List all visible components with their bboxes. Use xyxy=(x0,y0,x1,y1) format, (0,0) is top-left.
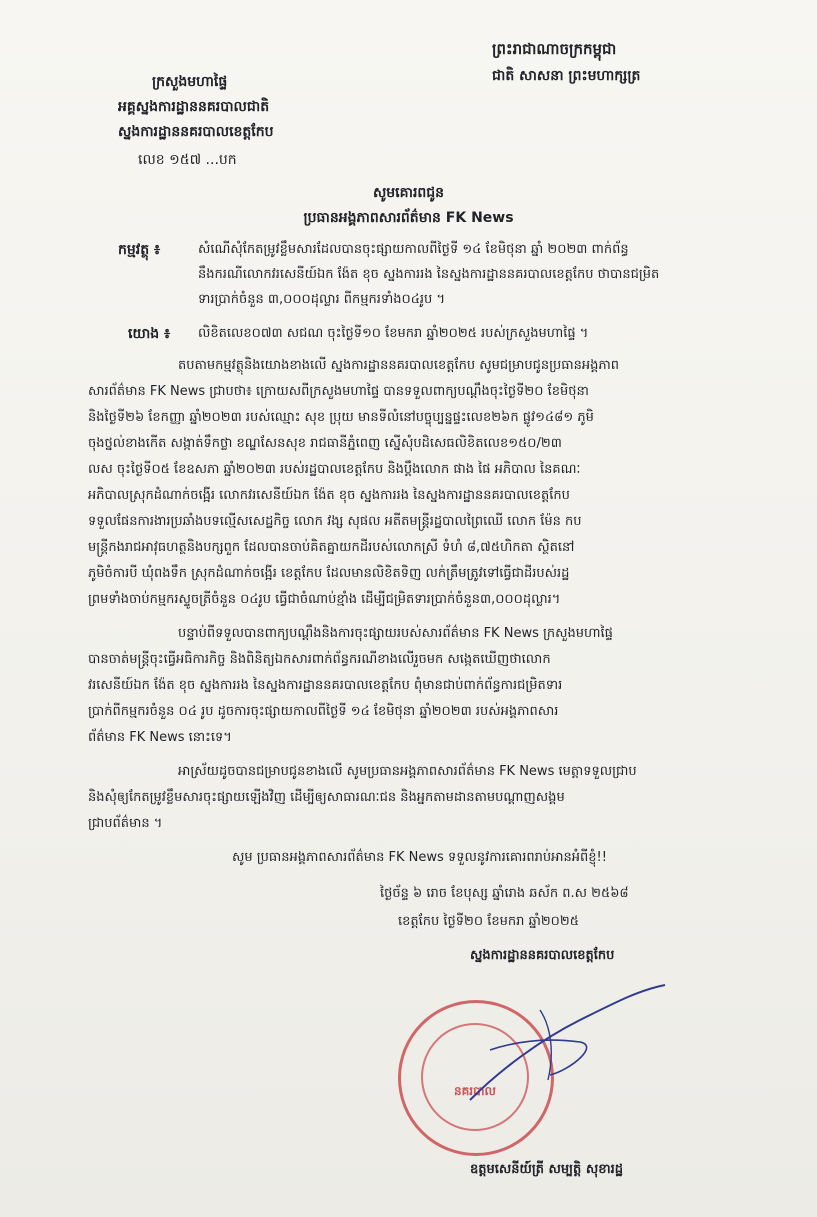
body-line: សារព័ត៌មាន FK News ជ្រាបថា៖ ក្រោយសពីក្រសួងមហាផ្ទៃ បានទទួលពាក្យបណ្តឹងចុះថ្ងៃទី២០ ខែមិថុនា xyxy=(88,384,589,399)
body-line: និងថ្ងៃទី២៦ ខែកញ្ញា ឆ្នាំ២០២៣ របស់ឈ្មោះ សុខ ប្រុយ មានទីលំនៅបច្ចុប្បន្នផ្ទះលេខ២៦ក ផ្លូវ១៤៨១ ភូមិ xyxy=(88,410,594,425)
closing-line: សូម ប្រធានអង្គភាពសារព័ត៌មាន FK News ទទួលនូវការគោរពរាប់អានអំពីខ្ញុំ!! xyxy=(232,850,607,865)
body-line: ជ្រាបព័ត៌មាន ។ xyxy=(88,816,163,831)
body-line: ភូមិចំការបី ឃុំពងទឹក ស្រុកដំណាក់ចង្អើរ ខេត្តកែប ដែលមានលិខិតទិញ លក់ត្រឹមត្រូវទៅធ្វើជាដីរបស់រដ្ឋ xyxy=(88,566,570,581)
body-line: និងសុំឲ្យកែតម្រូវខ្លឹមសារចុះផ្សាយឡើងវិញ ដើម្បីឲ្យសាធារណៈជន និងអ្នកតាមដានតាមបណ្តាញសង្គម xyxy=(88,790,565,805)
body-line: ប្រាក់ពីកម្មករចំនួន ០៤ រូប ដូចការចុះផ្សាយកាលពីថ្ងៃទី ១៤ ខែមិថុនា ឆ្នាំ២០២៣ របស់អង្គភាពសារ xyxy=(88,704,559,719)
signatory-office: ស្នងការដ្ឋាននគរបាលខេត្តកែប xyxy=(470,948,615,963)
body-line: បានចាត់មន្ត្រីចុះធ្វើអធិការកិច្ច និងពិនិត្យឯកសារពាក់ព័ន្ធករណីខាងលើរួចមក សង្កេតឃើញថាលោក xyxy=(88,652,551,667)
reference-number: លេខ ១៥៧ ...បក xyxy=(138,152,237,168)
body-line: លស ចុះថ្ងៃទី០៥ ខែឧសភា ឆ្នាំ២០២៣ របស់រដ្ឋបាលខេត្តកែប និងប្តឹងលោក ផាង ផៃ អភិបាល នៃគណៈ xyxy=(88,462,581,477)
national-motto: ជាតិ សាសនា ព្រះមហាក្សត្រ xyxy=(492,68,641,84)
body-line: បន្ទាប់ពីទទួលបានពាក្យបណ្តឹងនិងការចុះផ្សាយរបស់សារព័ត៌មាន FK News ក្រសួងមហាផ្ទៃ xyxy=(178,626,613,641)
body-line: អភិបាលស្រុកដំណាក់ចង្អើរ លោកវរសេនីយ៍ឯក ង៉ែត ខុច ស្នងការរង នៃស្នងការដ្ឋាននគរបាលខេត្តកែប xyxy=(88,488,570,503)
subject-line: នឹងករណីលោកវរសេនីយ៍ឯក ង៉ែត ខុច ស្នងការរង នៃស្នងការដ្ឋាននគរបាលខេត្តកែប ថាបានជម្រិត xyxy=(198,267,660,282)
provincial-office-name: ស្នងការដ្ឋាននគរបាលខេត្តកែប xyxy=(118,124,274,140)
reference-label: យោង ៖ xyxy=(128,326,171,342)
solar-date: ខេត្តកែប ថ្ងៃទី២០ ខែមករា ឆ្នាំ២០២៥ xyxy=(398,914,579,929)
subject-label: កម្មវត្ថុ ៖ xyxy=(118,242,161,258)
body-line: មន្ត្រីកងរាជអាវុធហត្ថនិងបក្សពួក ដែលបានចាប់គិតគ្នាយកដីរបស់លោកស្រី ទំហំ ៨,៧៥ហិកតា ស្ថិតនៅ xyxy=(88,540,575,555)
body-line: អាស្រ័យដូចបានជម្រាបជូនខាងលើ សូមប្រធានអង្គភាពសារព័ត៌មាន FK News មេត្តាទទួលជ្រាប xyxy=(178,764,637,779)
body-line: ព័ត៌មាន FK News នោះទេ។ xyxy=(88,730,232,745)
general-commissariat-name: អគ្គស្នងការដ្ឋាននគរបាលជាតិ xyxy=(118,99,270,115)
subject-line: សំណើសុំកែតម្រូវខ្លឹមសារដែលបានចុះផ្សាយកាលពីថ្ងៃទី ១៤ ខែមិថុនា ឆ្នាំ ២០២៣ ពាក់ព័ន្ធ xyxy=(198,242,629,257)
stamp-text: នគរបាល xyxy=(454,1084,496,1098)
body-line: ទទួលផែនការងារប្រឆាំងបទល្មើសសេដ្ឋកិច្ច លោក វង្ស សុផល អតីតមន្ត្រីរដ្ឋបាលព្រៃឈើ លោក ម៉ែន កប xyxy=(88,514,582,529)
body-line: តបតាមកម្មវត្ថុនិងយោងខាងលើ ស្នងការដ្ឋាននគរបាលខេត្តកែប សូមជម្រាបជូនប្រធានអង្គភាព xyxy=(178,358,619,373)
salutation-respect: សូមគោរពជូន xyxy=(372,185,445,201)
subject-line: ទារប្រាក់ចំនួន ៣,០០០ដុល្លារ ពីកម្មករទាំង០៤រូប ។ xyxy=(198,292,446,307)
kingdom-heading: ព្រះរាជាណាចក្រកម្ពុជា xyxy=(492,40,617,58)
body-line: ព្រមទាំងចាប់កម្មករស្ទូចត្រីចំនួន ០៤រូប ធ្វើជាចំណាប់ខ្មាំង ដើម្បីជម្រិតទារប្រាក់ចំនួន៣,០០០ដុល្លារ។ xyxy=(88,592,561,607)
signatory-name: ឧត្តមសេនីយ៍ត្រី សម្បត្តិ សុខារដ្ឋ xyxy=(470,1162,623,1177)
body-line: វរសេនីយ៍ឯក ង៉ែត ខុច ស្នងការរង នៃស្នងការដ្ឋាននគរបាលខេត្តកែប ពុំមានជាប់ពាក់ព័ន្ធការជម្រិតទារ xyxy=(88,678,563,693)
reference-text: លិខិតលេខ០៧៣ សជណ ចុះថ្ងៃទី១០ ខែមករា ឆ្នាំ២០២៥ របស់ក្រសួងមហាផ្ទៃ ។ xyxy=(198,326,589,341)
body-line: ចុងថ្នល់ខាងកើត សង្កាត់ទឹកថ្លា ខណ្ឌសែនសុខ រាជធានីភ្នំពេញ ស្នើសុំបដិសេធលិខិតលេខ១៥០/២៣ xyxy=(88,436,562,451)
ministry-name: ក្រសួងមហាផ្ទៃ xyxy=(152,74,228,90)
handwritten-signature xyxy=(430,980,680,1120)
lunar-date: ថ្ងៃច័ន្ទ ៦ រោច ខែបុស្ស ឆ្នាំរោង ឆស័ក ព.ស ២៥៦៨ xyxy=(380,886,629,901)
salutation-recipient: ប្រធានអង្គភាពសារព័ត៌មាន FK News xyxy=(303,210,514,226)
